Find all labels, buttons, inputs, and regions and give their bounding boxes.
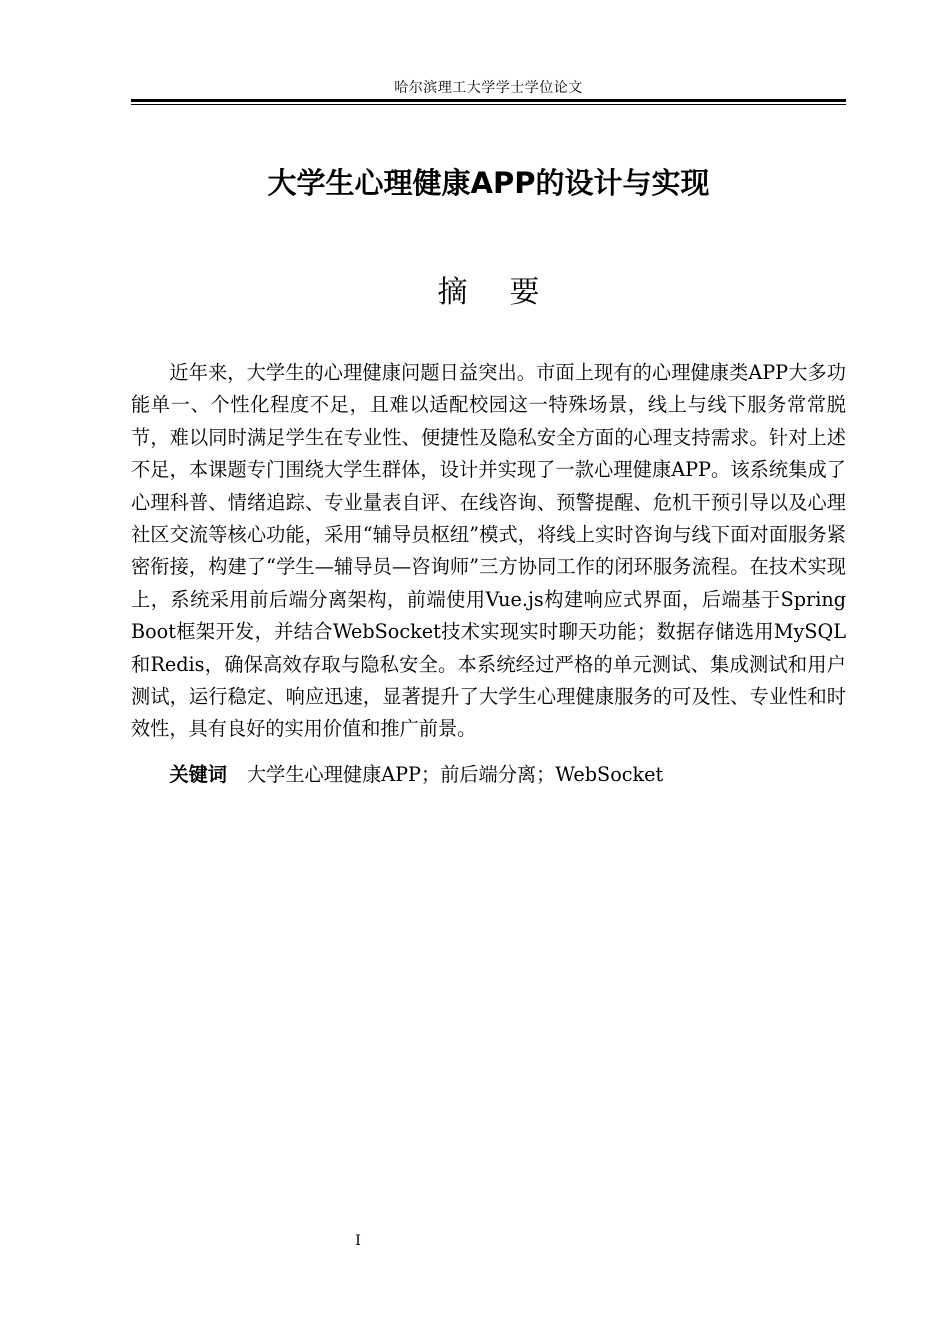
abstract-heading-char-2: 要 <box>509 275 540 310</box>
running-header: 哈尔滨理工大学学士学位论文 <box>394 80 583 96</box>
keywords-line <box>131 761 846 789</box>
keywords-list: 大学生心理健康APP；前后端分离；WebSocket <box>246 763 664 786</box>
abstract-heading-char-1: 摘 <box>437 275 468 310</box>
header-rule-thin <box>131 104 846 105</box>
page-number: I <box>355 1233 361 1249</box>
document-title: 大学生心理健康APP的设计与实现 <box>267 166 710 200</box>
abstract-heading <box>131 273 846 313</box>
abstract-body: 近年来，大学生的心理健康问题日益突出。市面上现有的心理健康类APP大多功能单一、个性化程度不足，且难以适配校园这一特殊场景，线上与线下服务常常脱节，难以同时满足学生在专业性、便捷性及隐私安全方面的心理支持需求。针对上述不足，本课题专门围绕大学生群体，设计并实现了一款心理健康APP。该系统集成了心理科普、情绪追踪、专业量表自评、在线咨询、预警提醒、危机干预引导以及心理社区交流等核心功能，采用“辅导员枢纽”模式，将线上实时咨询与线下面对面服务紧密衔接，构建了“学生—辅导员—咨询师”三方协同工作的闭环服务流程。在技术实现上，系统采用前后端分离架构，前端使用Vue.js构建响应式界面，后端基于Spring Boot框架开发，并结合WebSocket技术实现实时聊天功能；数据存储选用MySQL和Redis，确保高效存取与隐私安全。本系统经过严格的单元测试、集成测试和用户测试，运行稳定、响应迅速，显著提升了大学生心理健康服务的可及性、专业性和时效性，具有良好的实用价值和推广前景。 <box>131 361 846 741</box>
header-rule-thick <box>131 99 846 102</box>
keywords-label: 关键词 <box>169 763 227 786</box>
